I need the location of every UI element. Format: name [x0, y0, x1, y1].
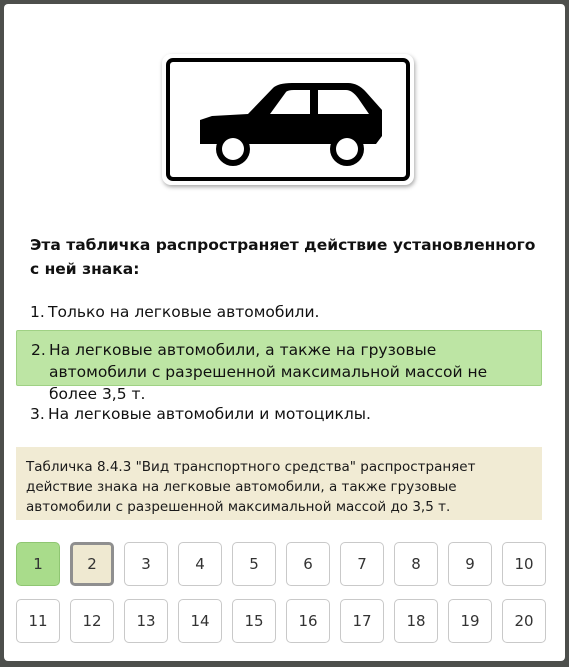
question-text: Эта табличка распространяет действие установленного с ней знака:	[30, 236, 536, 278]
question-button-12[interactable]: 12	[70, 599, 114, 643]
question-button-9[interactable]: 9	[448, 542, 492, 586]
sign-inner	[166, 58, 410, 181]
road-sign-plate	[162, 54, 414, 185]
answer-text: На легковые автомобили и мотоциклы.	[48, 405, 371, 423]
question-button-11[interactable]: 11	[16, 599, 60, 643]
question-button-5[interactable]: 5	[232, 542, 276, 586]
question-button-18[interactable]: 18	[394, 599, 438, 643]
question-button-17[interactable]: 17	[340, 599, 384, 643]
question-button-1[interactable]: 1	[16, 542, 60, 586]
question-button-15[interactable]: 15	[232, 599, 276, 643]
answer-option-3[interactable]	[16, 403, 542, 425]
answer-text: На легковые автомобили, а также на грузовые автомобили с разрешенной максимальной массой не более 3,5 т.	[49, 341, 488, 403]
question-button-8[interactable]: 8	[394, 542, 438, 586]
question-navigation	[16, 542, 550, 646]
question-button-10[interactable]: 10	[502, 542, 546, 586]
answer-option-1[interactable]	[16, 301, 542, 323]
answer-text: Только на легковые автомобили.	[48, 303, 320, 321]
question-button-13[interactable]: 13	[124, 599, 168, 643]
question-button-7[interactable]: 7	[340, 542, 384, 586]
question-button-6[interactable]: 6	[286, 542, 330, 586]
question-button-2[interactable]: 2	[70, 542, 114, 586]
car-icon	[170, 62, 406, 177]
explanation-box: Табличка 8.4.3 "Вид транспортного средства" распространяет действие знака на легковые автомобили, а также грузовые автомобили с разрешенной максимальной массой до 3,5 т.	[16, 447, 542, 520]
answer-number: 2.	[31, 341, 46, 359]
question-button-4[interactable]: 4	[178, 542, 222, 586]
question-button-20[interactable]: 20	[502, 599, 546, 643]
question-button-14[interactable]: 14	[178, 599, 222, 643]
sign-outer	[162, 54, 414, 185]
question-button-16[interactable]: 16	[286, 599, 330, 643]
question-button-3[interactable]: 3	[124, 542, 168, 586]
question-button-19[interactable]: 19	[448, 599, 492, 643]
answer-number: 3.	[30, 405, 45, 423]
answer-option-2-correct[interactable]	[16, 330, 542, 403]
answer-number: 1.	[30, 303, 45, 321]
